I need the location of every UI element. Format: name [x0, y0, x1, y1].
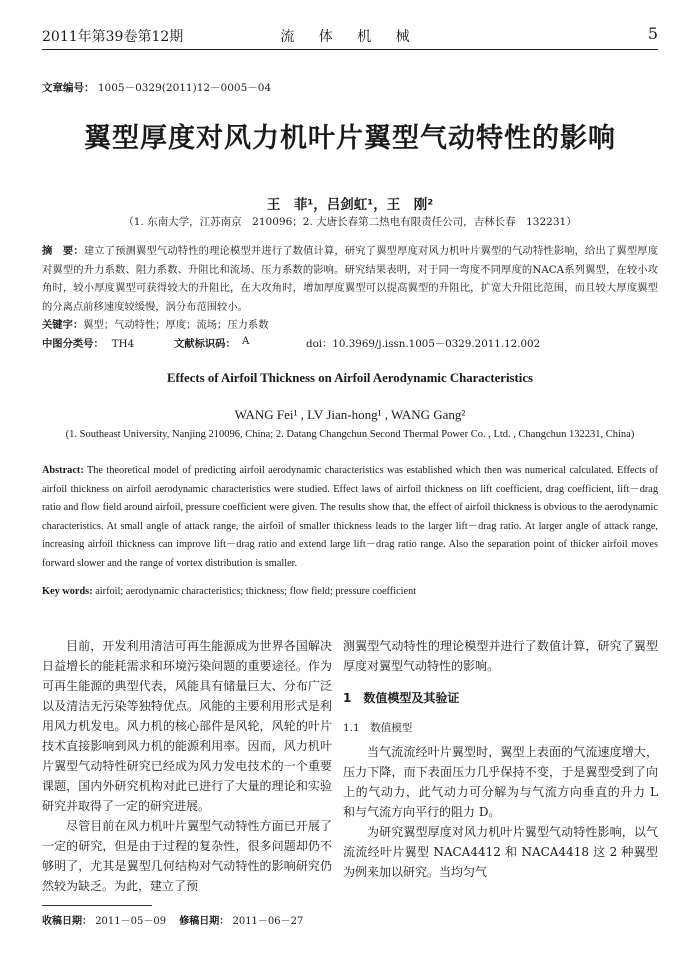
affiliation-english: (1. Southeast University, Nanjing 210096, China; 2. Datang Changchun Second Thermal Power Co. , Ltd. , Changchun 132231, China) — [65, 429, 635, 440]
abstract-chinese-label: 摘 要： — [42, 245, 84, 257]
body-paragraph: 尽管目前在风力机叶片翼型气动特性方面已开展了一定的研究，但是由于过程的复杂性，很多问题却仍不够明了，尤其是翼型几何结构对气动特性的影响研究仍然较为缺乏。为此，建立了预 — [42, 819, 332, 893]
article-number-label: 文章编号： — [42, 82, 95, 94]
classification-line — [42, 335, 658, 350]
received-date: 2011－05－09 — [95, 916, 167, 927]
title-english: Effects of Airfoil Thickness on Airfoil Aerodynamic Characteristics — [167, 371, 533, 385]
doc-code-label: 文献标识码： — [174, 338, 236, 350]
keywords-english-label: Key words: — [42, 586, 93, 597]
abstract-english — [42, 462, 658, 573]
doc-code-value: A — [242, 335, 250, 347]
abstract-english-label: Abstract: — [42, 465, 84, 476]
keywords-english-text: airfoil; aerodynamic characteristics; thickness; flow field; pressure coefficient — [95, 586, 417, 597]
article-number-value: 1005－0329(2011)12－0005－04 — [97, 82, 272, 94]
page-number: 5 — [647, 24, 658, 43]
keywords-chinese-label: 关键字： — [42, 319, 84, 331]
body-column-right — [343, 636, 658, 882]
revised-date: 2011－06－27 — [232, 916, 304, 927]
doi: doi：10.3969/j.issn.1005－0329.2011.12.002 — [306, 338, 541, 350]
keywords-chinese — [42, 316, 658, 331]
footnote — [42, 912, 303, 927]
keywords-chinese-text: 翼型；气动特性；厚度；流场；压力系数 — [83, 319, 269, 331]
abstract-english-text: The theoretical model of predicting airfoil aerodynamic characteristics was established which then was numerical calculated. Effects of airfoil thickness on airfoil aerodynamic characteristics were studied. Effect laws of airfoil thickness on lift coefficient, drag coefficient, lift－drag ratio and flow field around airfoil, pressure coefficient were given. The results show that, the effect of airfoil thickness is obvious to the aerodynamic characteristics. At small angle of attack range, the airfoil of smaller thickness leads to the larger lift－drag ratio. At larger angle of attack range, increasing airfoil thickness can improve lift－drag ratio and extend large lift－drag ratio range. Also the separation point of thicker airfoil moves forward slower and the range of vortex distribution is smaller. — [42, 465, 658, 569]
abstract-chinese — [42, 242, 658, 316]
body-paragraph: 测翼型气动特性的理论模型并进行了数值计算，研究了翼型厚度对翼型气动特性的影响。 — [343, 639, 658, 673]
clc-label: 中图分类号： — [42, 338, 104, 350]
title-chinese: 翼型厚度对风力机叶片翼型气动特性的影响 — [84, 123, 616, 154]
running-header — [42, 20, 658, 50]
footnote-rule — [42, 905, 152, 906]
affiliation-chinese: （1. 东南大学，江苏南京 210096；2. 大唐长春第二热电有限责任公司，吉林长春 132231） — [123, 216, 577, 228]
journal-name: 流 体 机 械 — [280, 29, 420, 45]
abstract-chinese-text: 建立了预测翼型气动特性的理论模型并进行了数值计算，研究了翼型厚度对风力机叶片翼型的气动特性影响，给出了翼型厚度对翼型的升力系数、阻力系数、升阻比和流场、压力系数的影响。研究结果表明，对于同一弯度不同厚度的NACA系列翼型，在较小攻角时，较小厚度翼型可获得较大的升阻比，在大攻角时，增加厚度翼型可以提高翼型的升阻比，扩宽大升阻比范围，而且较大厚度翼型的分离点前移速度较缓慢，涡分布范围较小。 — [42, 245, 659, 313]
body-paragraph: 当气流流经叶片翼型时，翼型上表面的气流速度增大，压力下降，而下表面压力几乎保持不变，于是翼型受到了向上的气动力，此气动力可分解为与气流方向垂直的升力 L 和与气流方向平行的阻力 D。 — [343, 745, 658, 819]
authors-chinese: 王 菲¹，吕剑虹¹，王 刚² — [266, 197, 434, 213]
body-column-left — [42, 636, 332, 896]
authors-english: WANG Fei¹ , LV Jian-hong¹ , WANG Gang² — [234, 407, 466, 422]
article-number — [42, 80, 271, 95]
keywords-english — [42, 586, 658, 597]
body-paragraph: 为研究翼型厚度对风力机叶片翼型气动特性影响，以气流流经叶片翼型 NACA4412 和 NACA4418 这 2 种翼型为例来加以研究。当均匀气 — [343, 825, 658, 879]
body-paragraph: 目前，开发利用清洁可再生能源成为世界各国解决日益增长的能耗需求和环境污染问题的重要途径。作为可再生能源的典型代表，风能具有储量巨大、分布广泛以及清洁无污染等独特优点。风能的主要利用形式是利用风力机发电。风力机的核心部件是风轮，风轮的叶片技术直接影响到风力机的能源利用率。因而，风力机叶片翼型气动特性研究已经成为风力发电技术的一个重要课题，国内外研究机构对此已进行了大量的理论和实验研究并取得了一定的研究进展。 — [42, 639, 332, 813]
section-heading: 1 数值模型及其验证 — [343, 691, 460, 705]
subsection-heading: 1.1 数值模型 — [343, 722, 413, 734]
journal-issue: 2011年第39卷第12期 — [42, 29, 184, 45]
received-label: 收稿日期： — [42, 916, 92, 927]
clc-value: TH4 — [111, 338, 135, 350]
revised-label: 修稿日期： — [179, 916, 230, 927]
